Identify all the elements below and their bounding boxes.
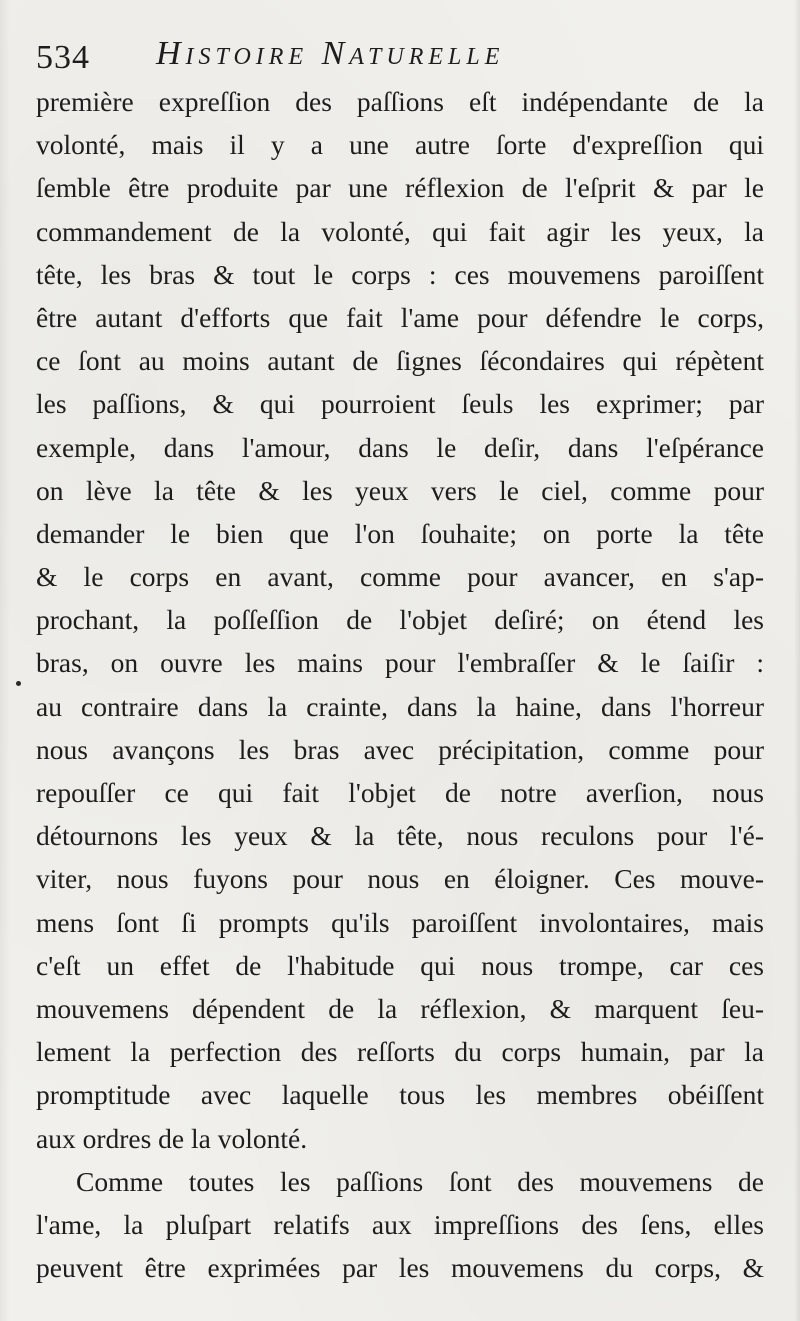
- text-line: tête, les bras & tout le corps : ces mouvemens paroiſſent: [36, 258, 764, 290]
- text-line: viter, nous fuyons pour nous en éloigner. Ces mouve-: [36, 863, 764, 895]
- text-line: bras, on ouvre les mains pour l'embraſſer & le ſaiſir :: [36, 647, 764, 679]
- text-line: ſemble être produite par une réflexion de l'eſprit & par le: [36, 172, 764, 204]
- text-line: mouvemens dépendent de la réflexion, & marquent ſeu-: [36, 992, 764, 1024]
- text-line: c'eſt un effet de l'habitude qui nous trompe, car ces: [36, 949, 764, 981]
- text-line: volonté, mais il y a une autre ſorte d'expreſſion qui: [36, 129, 764, 161]
- text-line: repouſſer ce qui fait l'objet de notre averſion, nous: [36, 777, 764, 808]
- text-line: détournons les yeux & la tête, nous reculons pour l'é-: [36, 820, 764, 852]
- text-line: première expreſſion des paſſions eſt indépendante de la: [36, 86, 764, 117]
- text-line: aux ordres de la volonté.: [36, 1122, 308, 1154]
- text-line: ce ſont au moins autant de ſignes ſécondaires qui répètent: [36, 345, 764, 377]
- text-line: & le corps en avant, comme pour avancer, en s'ap-: [36, 561, 764, 593]
- body-text: [36, 80, 764, 1289]
- text-line: être autant d'efforts que fait l'ame pour défendre le corps,: [36, 301, 764, 333]
- book-title: Histoire Naturelle: [156, 35, 505, 72]
- paragraph-2: [36, 1160, 764, 1290]
- running-head: [36, 28, 762, 80]
- page-edge-shadow: [794, 0, 800, 1321]
- text-line: demander le bien que l'on ſouhaite; on porte la tête: [36, 517, 764, 549]
- text-line: mens ſont ſi prompts qu'ils paroiſſent involontaires, mais: [36, 906, 764, 938]
- text-line: prochant, la poſſeſſion de l'objet deſiré; on étend les: [36, 604, 764, 636]
- text-line: peuvent être exprimées par les mouvemens du corps, &: [36, 1252, 764, 1284]
- text-line: commandement de la volonté, qui fait agir les yeux, la: [36, 215, 764, 247]
- text-line: on lève la tête & les yeux vers le ciel, comme pour: [36, 474, 764, 506]
- text-line: promptitude avec laquelle tous les membres obéiſſent: [36, 1079, 764, 1111]
- text-line: nous avançons les bras avec précipitation, comme pour: [36, 733, 764, 765]
- page-number: 534: [36, 39, 90, 76]
- text-line: lement la perfection des reſſorts du corps humain, par la: [36, 1036, 764, 1068]
- text-line: Comme toutes les paſſions ſont des mouvemens de: [76, 1165, 764, 1197]
- text-line: au contraire dans la crainte, dans la haine, dans l'horreur: [36, 690, 764, 722]
- ink-spot: [16, 681, 21, 686]
- text-line: exemple, dans l'amour, dans le deſir, dans l'eſpérance: [36, 431, 764, 463]
- paragraph-1: [36, 80, 764, 1160]
- text-line: les paſſions, & qui pourroient ſeuls les exprimer; par: [36, 388, 764, 420]
- text-line: l'ame, la pluſpart relatifs aux impreſſions des ſens, elles: [36, 1208, 764, 1240]
